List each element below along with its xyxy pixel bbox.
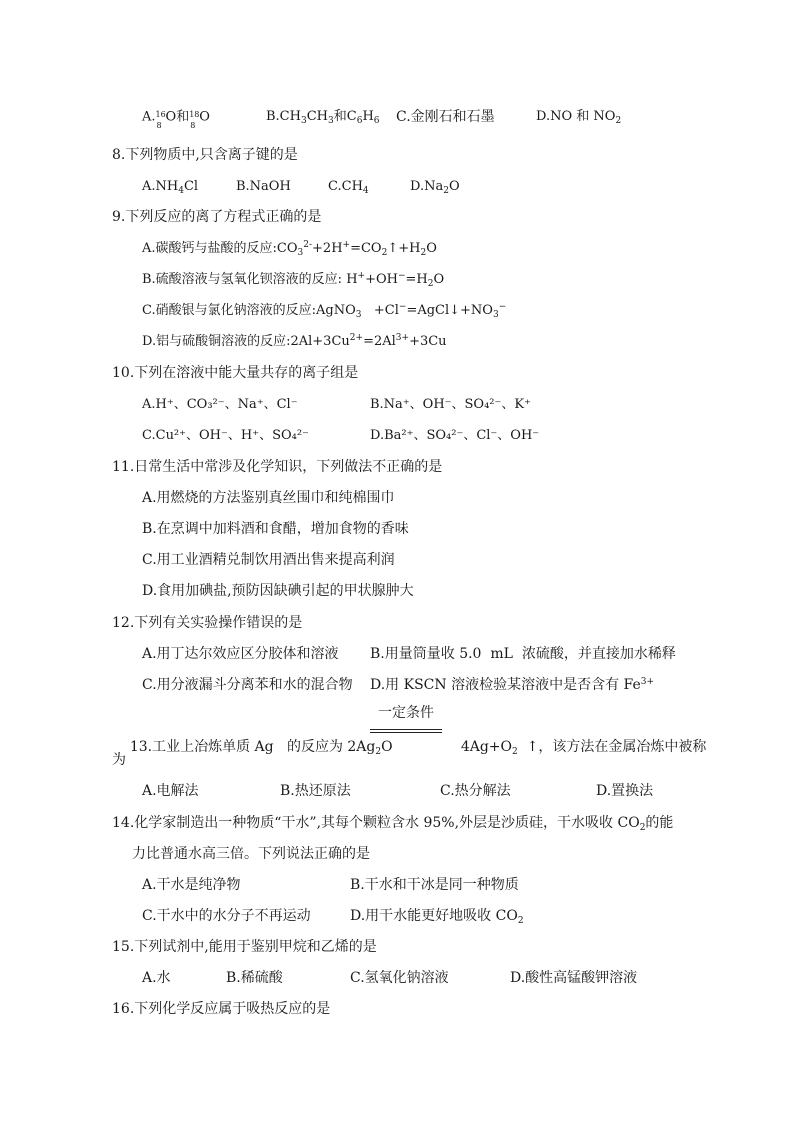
q14-option-b: B.干水和干冰是同一种物质 bbox=[350, 877, 519, 893]
subscript: 2 bbox=[420, 248, 427, 258]
subscript: 2 bbox=[517, 916, 524, 926]
superscript: 3+ bbox=[640, 677, 655, 687]
q15-option-a: A.水 bbox=[142, 970, 171, 986]
subscript: 2 bbox=[443, 186, 449, 196]
text: +Cl bbox=[361, 303, 399, 318]
q11-option-b: B.在烹调中加料酒和食醋，增加食物的香味 bbox=[142, 521, 409, 537]
mass-number: 18 bbox=[189, 110, 200, 119]
text: D.NO 和 NO bbox=[536, 109, 616, 124]
q16-stem: 16.下列化学反应属于吸热反应的是 bbox=[112, 1001, 331, 1017]
q13-option-b: B.热还原法 bbox=[280, 783, 351, 799]
q12-option-b: B.用量筒量收 5.0 mL 浓硫酸，并直接加水稀释 bbox=[370, 646, 676, 662]
subscript: 3 bbox=[492, 310, 499, 320]
q14-option-a: A.干水是纯净物 bbox=[142, 877, 241, 893]
q8-option-b: B.NaOH bbox=[236, 179, 291, 194]
q8-option-d bbox=[410, 178, 460, 196]
text: 4Ag+O bbox=[460, 739, 512, 755]
text: +OH bbox=[365, 272, 398, 287]
q14-stem-cont: 力比普通水高三倍。下列说法正确的是 bbox=[132, 846, 370, 862]
q9-option-d bbox=[142, 333, 447, 351]
q15-option-b: B.稀硫酸 bbox=[226, 970, 283, 986]
text: 14.化学家制造出一种物质“干水”,其每个颗粒含水 95%,外层是沙质硅，干水吸收 CO bbox=[112, 815, 640, 831]
q12-option-c: C.用分液漏斗分离苯和水的混合物 bbox=[142, 677, 353, 693]
q13-stem-products bbox=[443, 720, 706, 774]
equals-bar bbox=[370, 729, 442, 733]
q9-stem: 9.下列反应的离了方程式正确的是 bbox=[112, 209, 322, 225]
text: +2H bbox=[312, 241, 343, 256]
text: A.NH bbox=[142, 179, 179, 194]
q8-stem: 8.下列物质中,只含离子键的是 bbox=[112, 147, 298, 163]
atomic-number: 8 bbox=[190, 121, 196, 130]
q13-option-a: A.电解法 bbox=[142, 783, 199, 799]
subscript: 2 bbox=[512, 747, 518, 757]
subscript: 2 bbox=[375, 747, 382, 757]
text: 和C bbox=[333, 109, 357, 124]
q11-option-a: A.用燃烧的方法鉴别真丝围巾和纯棉围巾 bbox=[142, 490, 395, 506]
condition-label: 一定条件 bbox=[378, 705, 434, 721]
q7-option-d bbox=[536, 108, 621, 126]
text: +3Cu bbox=[409, 334, 447, 349]
superscript: 3+ bbox=[395, 333, 410, 343]
text: =2Al bbox=[363, 334, 396, 349]
text: C.CH bbox=[328, 179, 363, 194]
element-symbol: O bbox=[165, 109, 177, 125]
conjunction: 和 bbox=[176, 109, 190, 125]
text: B.硫酸溶液与氢氧化钡溶液的反应: H bbox=[142, 272, 358, 287]
superscript: − bbox=[498, 302, 507, 312]
q12-option-d bbox=[370, 676, 654, 694]
text: D.铝与硫酸铜溶液的反应:2Al+3Cu bbox=[142, 334, 350, 349]
q8-option-c bbox=[328, 178, 369, 196]
text: ↑+H bbox=[387, 241, 421, 256]
text: =CO bbox=[350, 241, 382, 256]
text: O bbox=[381, 739, 393, 755]
subscript: 3 bbox=[297, 248, 304, 258]
text: CH bbox=[306, 109, 329, 124]
q14-option-c: C.干水中的水分子不再运动 bbox=[142, 908, 311, 924]
text: D.Na bbox=[410, 179, 444, 194]
q10-option-c: C.Cu²⁺、OH⁻、H⁺、SO₄²⁻ bbox=[142, 428, 309, 443]
text: 的能 bbox=[645, 815, 674, 831]
q11-option-c: C.用工业酒精兑制饮用酒出售来提高利润 bbox=[142, 552, 395, 568]
text: D.用 KSCN 溶液检验某溶液中是否含有 Fe bbox=[370, 677, 641, 693]
q7-option-a bbox=[142, 108, 210, 130]
q11-option-d: D.食用加碘盐,预防因缺碘引起的甲状腺肿大 bbox=[142, 583, 414, 599]
q15-option-c: C.氢氧化钠溶液 bbox=[350, 970, 449, 986]
text: ↑，该方法在金属冶炼中被称 bbox=[517, 739, 707, 755]
text: B.CH bbox=[266, 109, 301, 124]
q12-option-a: A.用丁达尔效应区分胶体和溶液 bbox=[142, 646, 339, 662]
subscript: 6 bbox=[373, 116, 380, 126]
q15-stem: 15.下列试剂中,能用于鉴别甲烷和乙烯的是 bbox=[112, 939, 377, 955]
superscript: − bbox=[398, 302, 407, 312]
option-label: A. bbox=[142, 109, 156, 125]
subscript: 4 bbox=[362, 186, 369, 196]
text: 13.工业上冶炼单质 Ag 的反应为 2Ag bbox=[129, 739, 376, 755]
isotope-o16 bbox=[155, 108, 166, 130]
q12-stem: 12.下列有关实验操作错误的是 bbox=[112, 615, 303, 631]
atomic-number: 8 bbox=[156, 121, 162, 130]
subscript: 3 bbox=[300, 116, 307, 126]
superscript: + bbox=[342, 240, 351, 250]
q10-option-d: D.Ba²⁺、SO₄²⁻、Cl⁻、OH⁻ bbox=[370, 428, 540, 443]
text: A.碳酸钙与盐酸的反应:CO bbox=[142, 241, 298, 256]
text: D.用干水能更好地吸收 CO bbox=[350, 908, 518, 924]
q7-option-b bbox=[266, 108, 380, 126]
q7-option-c: C.金刚石和石墨 bbox=[396, 109, 495, 125]
text: O bbox=[433, 272, 445, 287]
q8-option-a bbox=[142, 178, 198, 196]
superscript: 2+ bbox=[349, 333, 364, 343]
subscript: 4 bbox=[178, 186, 184, 196]
q10-stem: 10.下列在溶液中能大量共存的离子组是 bbox=[112, 365, 359, 381]
q9-option-c bbox=[142, 302, 506, 320]
subscript: 2 bbox=[639, 823, 646, 833]
q13-stem-cont: 为 bbox=[112, 752, 126, 768]
subscript: 2 bbox=[615, 116, 622, 126]
superscript: 2- bbox=[303, 240, 313, 250]
subscript: 3 bbox=[328, 116, 334, 126]
subscript: 2 bbox=[381, 248, 388, 258]
text: H bbox=[362, 109, 374, 124]
superscript: − bbox=[397, 271, 406, 281]
subscript: 6 bbox=[356, 116, 363, 126]
subscript: 2 bbox=[427, 279, 434, 289]
superscript: + bbox=[357, 271, 366, 281]
text: =AgCl↓+NO bbox=[406, 303, 493, 318]
q9-option-a bbox=[142, 240, 437, 258]
q11-stem: 11.日常生活中常涉及化学知识，下列做法不正确的是 bbox=[112, 459, 443, 475]
isotope-o18 bbox=[189, 108, 200, 130]
mass-number: 16 bbox=[155, 110, 166, 119]
text: O bbox=[448, 179, 460, 194]
q13-option-c: C.热分解法 bbox=[440, 783, 511, 799]
q10-option-b: B.Na⁺、OH⁻、SO₄²⁻、K⁺ bbox=[370, 397, 531, 412]
q9-option-b bbox=[142, 271, 444, 289]
q15-option-d: D.酸性高锰酸钾溶液 bbox=[510, 970, 638, 986]
subscript: 3 bbox=[355, 310, 362, 320]
q13-option-d: D.置换法 bbox=[596, 783, 654, 799]
q13-stem bbox=[112, 720, 393, 774]
text: O bbox=[426, 241, 437, 256]
q10-option-a: A.H⁺、CO₃²⁻、Na⁺、Cl⁻ bbox=[142, 397, 298, 412]
text: C.硝酸银与氯化钠溶液的反应:AgNO bbox=[142, 303, 356, 318]
text: =H bbox=[405, 272, 428, 287]
element-symbol: O bbox=[199, 109, 210, 125]
text: Cl bbox=[183, 179, 199, 194]
q14-option-d bbox=[350, 907, 524, 925]
q14-stem bbox=[112, 814, 673, 832]
